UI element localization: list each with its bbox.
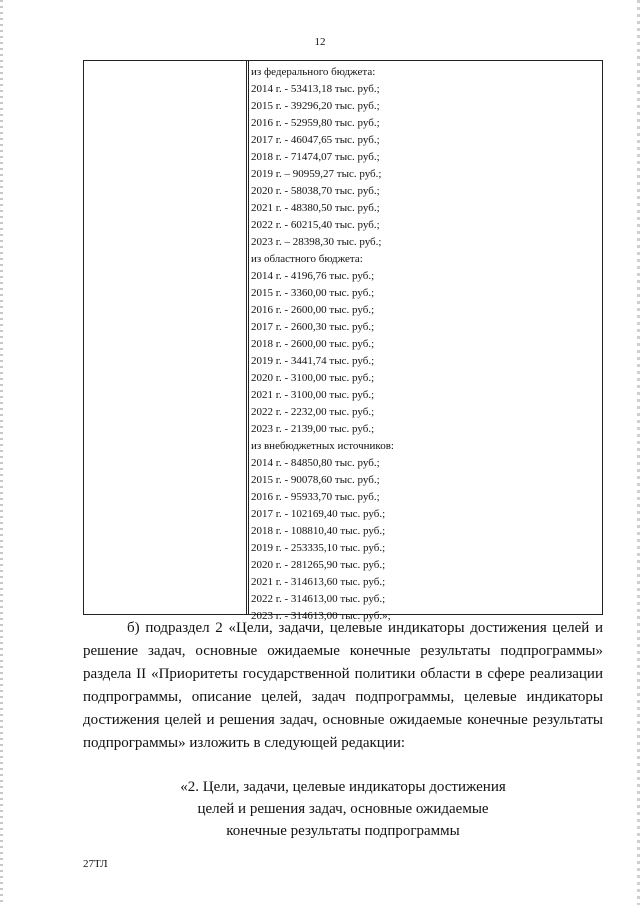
regional-line: 2014 г. - 4196,76 тыс. руб.; bbox=[251, 270, 375, 282]
federal-line: 2020 г. - 58038,70 тыс. руб.; bbox=[251, 185, 380, 197]
funding-table bbox=[83, 60, 603, 622]
regional-line: 2022 г. - 2232,00 тыс. руб.; bbox=[251, 406, 375, 418]
extrabudgetary-line: 2016 г. - 95933,70 тыс. руб.; bbox=[251, 491, 380, 503]
page-number: 12 bbox=[314, 36, 326, 48]
regional-line: 2019 г. - 3441,74 тыс. руб.; bbox=[251, 355, 375, 367]
amendment-paragraph: б) подраздел 2 «Цели, задачи, целевые индикаторы достижения целей и решение задач, основные ожидаемые конечные результаты подпрограммы» раздела II «Приоритеты государственной политики области в сфере реализации подпрограммы, описание целей, задач подпрограммы, целевые индикаторы достижения целей и решения задач, основные ожидаемые конечные результаты подпрограммы» изложить в следующей редакции: bbox=[83, 620, 603, 751]
federal-line: 2022 г. - 60215,40 тыс. руб.; bbox=[251, 219, 380, 231]
heading-line: «2. Цели, задачи, целевые индикаторы достижения bbox=[180, 779, 506, 795]
subsection-heading bbox=[83, 776, 603, 842]
federal-line: 2014 г. - 53413,18 тыс. руб.; bbox=[251, 83, 380, 95]
column-divider-inner bbox=[248, 61, 249, 614]
federal-line: 2019 г. – 90959,27 тыс. руб.; bbox=[251, 168, 382, 180]
document-code: 27ТЛ bbox=[83, 858, 108, 870]
regional-line: 2020 г. - 3100,00 тыс. руб.; bbox=[251, 372, 375, 384]
heading-line: конечные результаты подпрограммы bbox=[226, 823, 460, 839]
heading-line: целей и решения задач, основные ожидаемые bbox=[197, 801, 489, 817]
extrabudgetary-line: 2018 г. - 108810,40 тыс. руб.; bbox=[251, 525, 386, 537]
regional-line: 2023 г. - 2139,00 тыс. руб.; bbox=[251, 423, 375, 435]
regional-line: 2017 г. - 2600,30 тыс. руб.; bbox=[251, 321, 375, 333]
extrabudgetary-line: 2017 г. - 102169,40 тыс. руб.; bbox=[251, 508, 386, 520]
extrabudgetary-line: 2020 г. - 281265,90 тыс. руб.; bbox=[251, 559, 386, 571]
regional-line: 2018 г. - 2600,00 тыс. руб.; bbox=[251, 338, 375, 350]
federal-line: 2015 г. - 39296,20 тыс. руб.; bbox=[251, 100, 380, 112]
extrabudgetary-heading: из внебюджетных источников: bbox=[251, 440, 394, 452]
regional-heading: из областного бюджета: bbox=[251, 253, 363, 265]
funding-lines bbox=[251, 64, 394, 625]
extrabudgetary-line: 2014 г. - 84850,80 тыс. руб.; bbox=[251, 457, 380, 469]
federal-line: 2017 г. - 46047,65 тыс. руб.; bbox=[251, 134, 380, 146]
extrabudgetary-line: 2022 г. - 314613,00 тыс. руб.; bbox=[251, 593, 386, 605]
regional-line: 2016 г. - 2600,00 тыс. руб.; bbox=[251, 304, 375, 316]
federal-line: 2016 г. - 52959,80 тыс. руб.; bbox=[251, 117, 380, 129]
scan-edge-left bbox=[0, 0, 3, 905]
extrabudgetary-line: 2019 г. - 253335,10 тыс. руб.; bbox=[251, 542, 386, 554]
extrabudgetary-line: 2021 г. - 314613,60 тыс. руб.; bbox=[251, 576, 386, 588]
regional-line: 2015 г. - 3360,00 тыс. руб.; bbox=[251, 287, 375, 299]
regional-line: 2021 г. - 3100,00 тыс. руб.; bbox=[251, 389, 375, 401]
federal-heading: из федерального бюджета: bbox=[251, 66, 376, 78]
column-divider bbox=[246, 61, 247, 614]
extrabudgetary-line: 2015 г. - 90078,60 тыс. руб.; bbox=[251, 474, 380, 486]
extrabudgetary-line: 2023 г. - 314613,00 тыс. руб.»; bbox=[251, 610, 391, 622]
federal-line: 2023 г. – 28398,30 тыс. руб.; bbox=[251, 236, 382, 248]
federal-line: 2021 г. - 48380,50 тыс. руб.; bbox=[251, 202, 380, 214]
federal-line: 2018 г. - 71474,07 тыс. руб.; bbox=[251, 151, 380, 163]
